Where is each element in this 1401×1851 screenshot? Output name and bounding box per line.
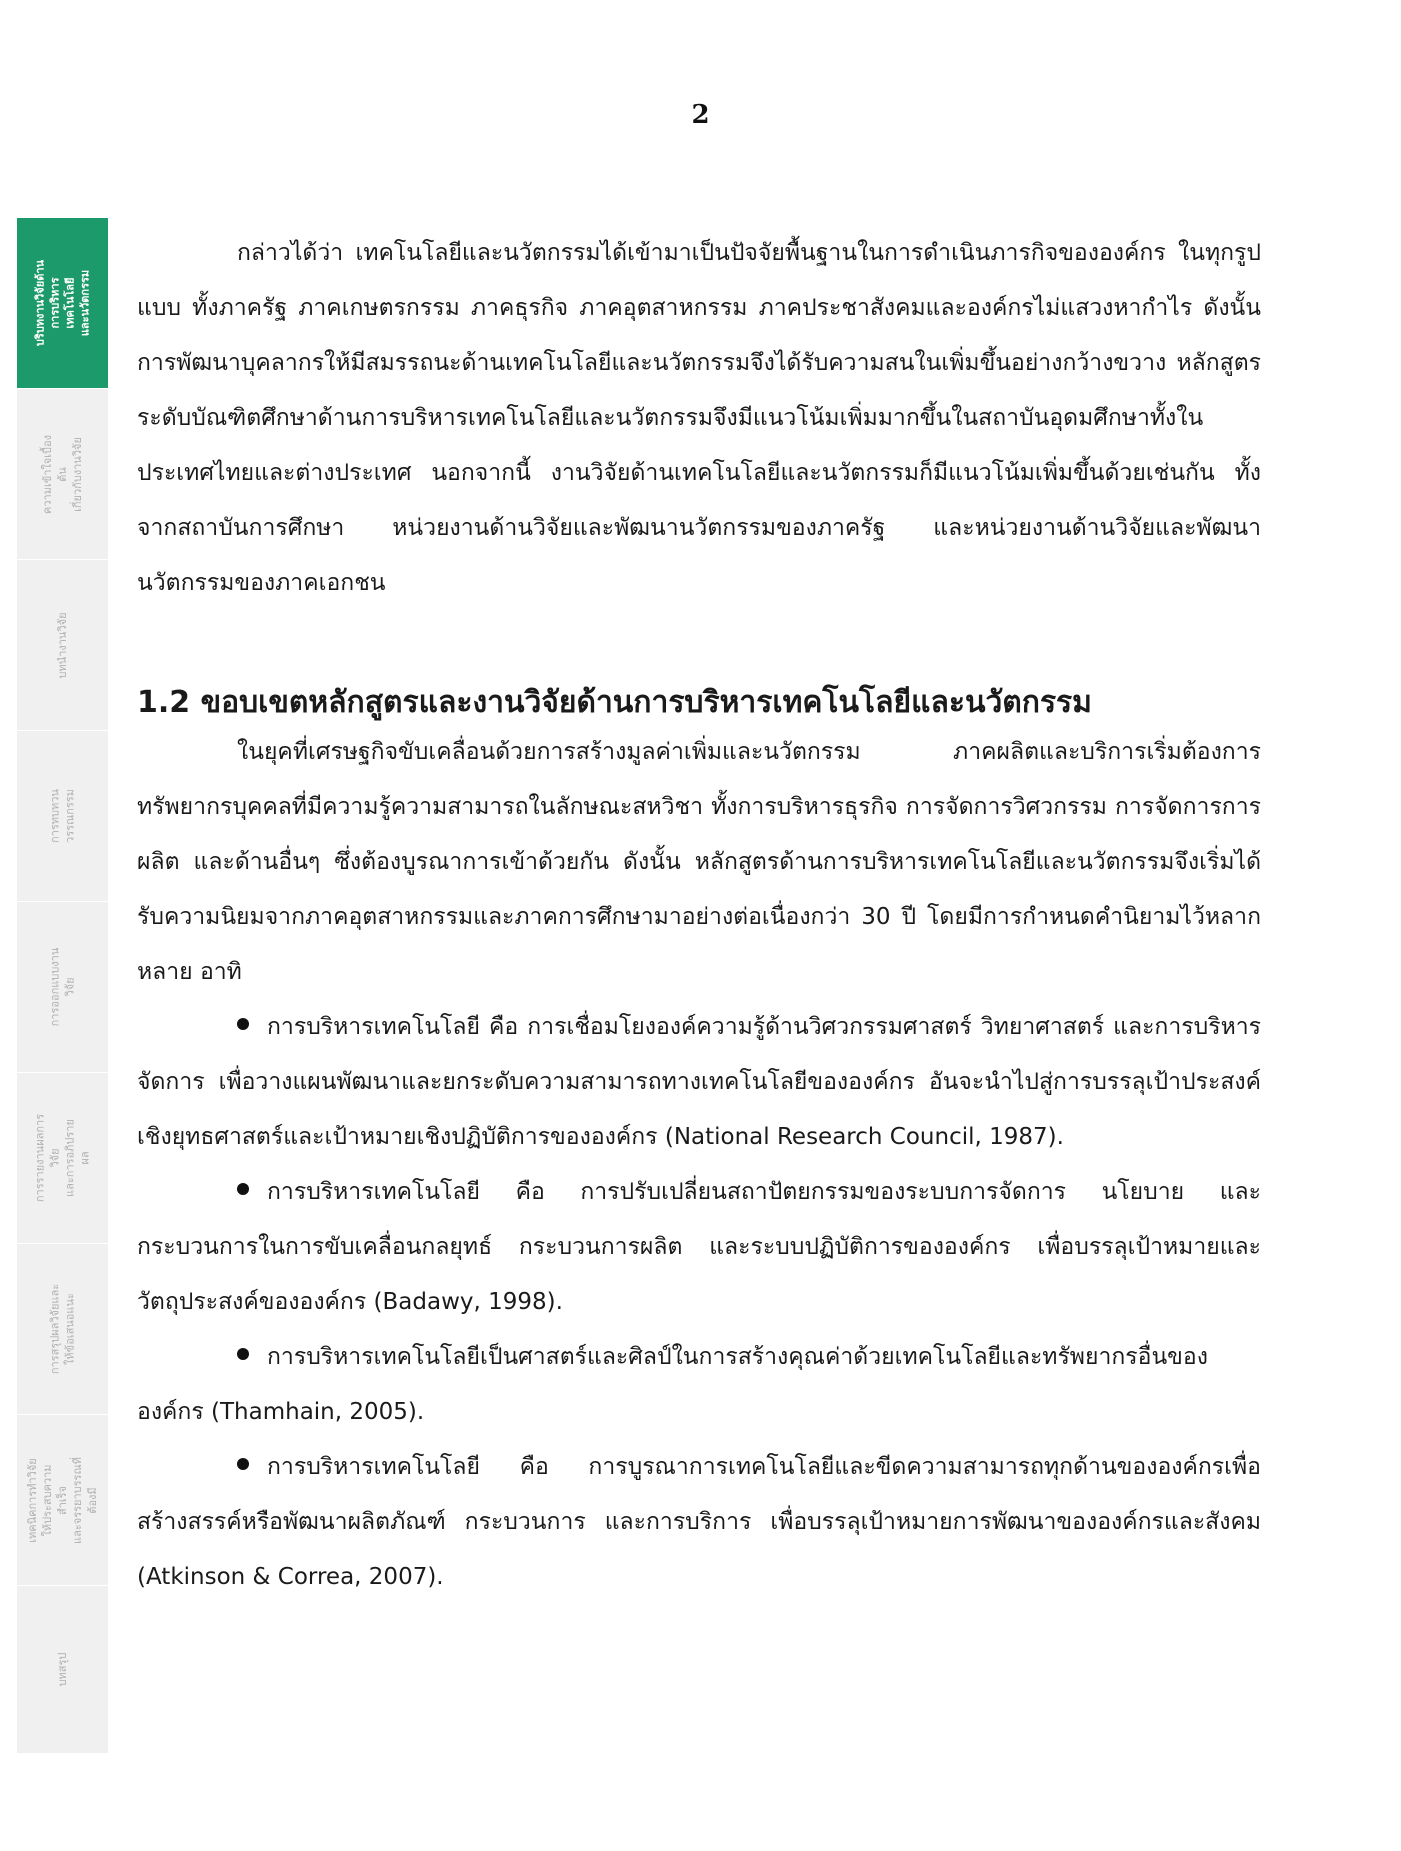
side-tab-label: บทสรุป [56, 1652, 69, 1687]
side-tab-5[interactable] [17, 902, 108, 1073]
bullet-text: การบริหารเทคโนโลยี คือ การเชื่อมโยงองค์ความรู้ด้านวิศวกรรมศาสตร์ วิทยาศาสตร์ และการบริหารจัดการ เพื่อวางแผนพัฒนาและยกระดับความสามารถทางเทคโนโลยีขององค์กร อันจะนำไปสู่การบรรลุเป้าประสงค์เชิงยุทธศาสตร์และเป้าหมายเชิงปฏิบัติการขององค์กร (National Research Council, 1987). [137, 1014, 1261, 1150]
side-tab-label: การสรุปผลวิจัยและ ให้ข้อเสนอแนะ [48, 1283, 77, 1375]
bullet-icon [237, 1018, 249, 1030]
bullet-icon [237, 1183, 249, 1195]
side-tab-label: ความเข้าใจเบื้องต้น เกี่ยวกับงานวิจัย [41, 434, 84, 514]
page-body [137, 226, 1261, 1605]
section-heading: 1.2 ขอบเขตหลักสูตรและงานวิจัยด้านการบริหารเทคโนโลยีและนวัตกรรม [137, 685, 1092, 720]
bullet-item [137, 1165, 1261, 1330]
side-tab-3[interactable] [17, 560, 108, 731]
bullet-item [137, 1000, 1261, 1165]
bullet-item [137, 1330, 1261, 1440]
side-tab-label: เทคนิคการทำวิจัย ให้ประสบความสำเร็จ และจรรยาบรรณที่ต้องมี [26, 1456, 99, 1544]
side-tab-6[interactable] [17, 1073, 108, 1244]
side-tab-label: การออกแบบงานวิจัย [48, 947, 77, 1027]
side-tab-2[interactable] [17, 389, 108, 560]
bullet-icon [237, 1458, 249, 1470]
section-paragraph: ในยุคที่เศรษฐกิจขับเคลื่อนด้วยการสร้างมูลค่าเพิ่มและนวัตกรรม ภาคผลิตและบริการเริ่มต้องการทรัพยากรบุคคลที่มีความรู้ความสามารถในลักษณะสหวิชา ทั้งการบริหารธุรกิจ การจัดการวิศวกรรม การจัดการการผลิต และด้านอื่นๆ ซึ่งต้องบูรณาการเข้าด้วยกัน ดังนั้น หลักสูตรด้านการบริหารเทคโนโลยีและนวัตกรรมจึงเริ่มได้รับความนิยมจากภาคอุตสาหกรรมและภาคการศึกษามาอย่างต่อเนื่องกว่า 30 ปี โดยมีการกำหนดคำนิยามไว้หลากหลาย อาทิ [137, 739, 1261, 985]
bullet-text: การบริหารเทคโนโลยี คือ การบูรณาการเทคโนโลยีและขีดความสามารถทุกด้านขององค์กรเพื่อสร้างสรรค์หรือพัฒนาผลิตภัณฑ์ กระบวนการ และการบริการ เพื่อบรรลุเป้าหมายการพัฒนาขององค์กรและสังคม (Atkinson & Correa, 2007). [137, 1454, 1261, 1590]
side-tab-label: บริบทงานวิจัยด้าน การบริหารเทคโนโลยี และนวัตกรรม [33, 259, 92, 347]
bullet-text: การบริหารเทคโนโลยีเป็นศาสตร์และศิลป์ในการสร้างคุณค่าด้วยเทคโนโลยีและทรัพยากรอื่นขององค์กร (Thamhain, 2005). [137, 1344, 1208, 1425]
side-tab-9[interactable] [17, 1586, 108, 1754]
chapter-side-tabs [17, 218, 108, 1754]
intro-paragraph: กล่าวได้ว่า เทคโนโลยีและนวัตกรรมได้เข้ามาเป็นปัจจัยพื้นฐานในการดำเนินภารกิจขององค์กร ในทุกรูปแบบ ทั้งภาครัฐ ภาคเกษตรกรรม ภาคธุรกิจ ภาคอุตสาหกรรม ภาคประชาสังคมและองค์กรไม่แสวงหากำไร ดังนั้น การพัฒนาบุคลากรให้มีสมรรถนะด้านเทคโนโลยีและนวัตกรรมจึงได้รับความสนในเพิ่มขึ้นอย่างกว้างขวาง หลักสูตรระดับบัณฑิตศึกษาด้านการบริหารเทคโนโลยีและนวัตกรรมจึงมีแนวโน้มเพิ่มมากขึ้นในสถาบันอุดมศึกษาทั้งในประเทศไทยและต่างประเทศ นอกจากนี้ งานวิจัยด้านเทคโนโลยีและนวัตกรรมก็มีแนวโน้มเพิ่มขึ้นด้วยเช่นกัน ทั้งจากสถาบันการศึกษา หน่วยงานด้านวิจัยและพัฒนานวัตกรรมของภาครัฐ และหน่วยงานด้านวิจัยและพัฒนานวัตกรรมของภาคเอกชน [137, 240, 1261, 596]
side-tab-4[interactable] [17, 731, 108, 902]
bullet-icon [237, 1348, 249, 1360]
bullet-item [137, 1440, 1261, 1605]
bullet-text: การบริหารเทคโนโลยี คือ การปรับเปลี่ยนสถาปัตยกรรมของระบบการจัดการ นโยบาย และกระบวนการในการขับเคลื่อนกลยุทธ์ กระบวนการผลิต และระบบปฏิบัติการขององค์กร เพื่อบรรลุเป้าหมายและวัตถุประสงค์ขององค์กร (Badawy, 1998). [137, 1179, 1261, 1315]
page-number: 2 [691, 100, 710, 130]
side-tab-label: การรายงานผลการวิจัย และการอภิปรายผล [33, 1113, 92, 1203]
side-tab-7[interactable] [17, 1244, 108, 1415]
side-tab-label: การทบทวนวรรณกรรม [48, 789, 77, 843]
side-tab-label: บทนำงานวิจัย [56, 611, 69, 679]
side-tab-8[interactable] [17, 1415, 108, 1586]
side-tab-1[interactable] [17, 218, 108, 389]
